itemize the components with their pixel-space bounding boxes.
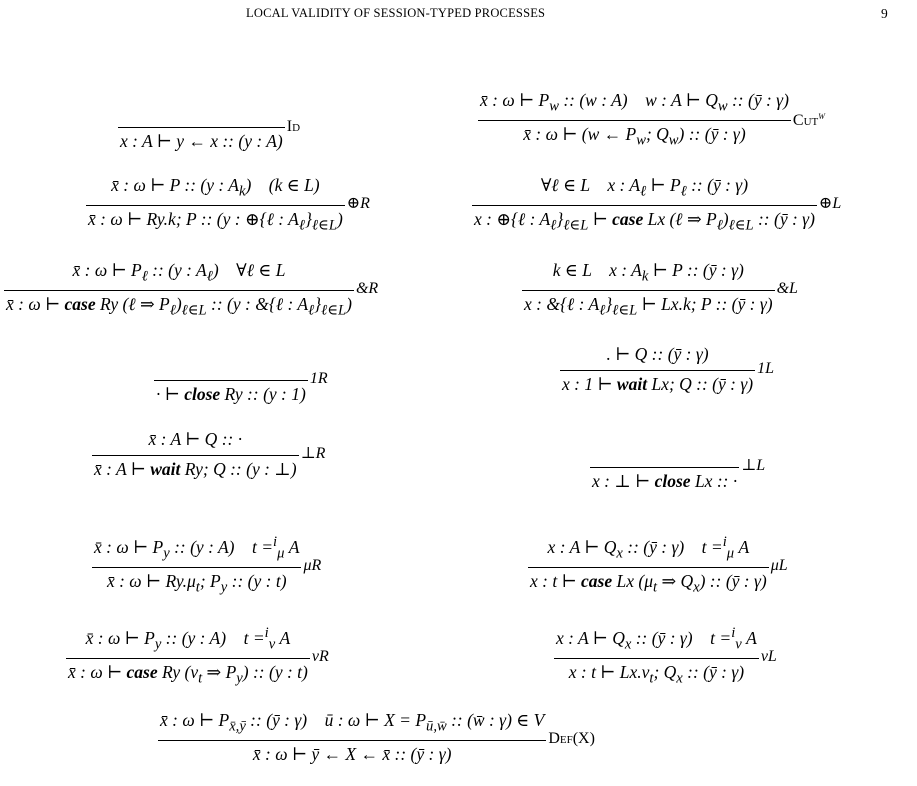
rule-label: νR	[311, 647, 329, 665]
rule-conclusion: x : ⊥ ⊢ close Lx :: ·	[592, 471, 738, 491]
running-head: LOCAL VALIDITY OF SESSION-TYPED PROCESSES	[246, 6, 546, 20]
rule-label: μL	[770, 556, 788, 574]
inference-bar	[154, 370, 328, 387]
inference-bar	[118, 118, 301, 135]
rule-conclusion: x : t ⊢ $Lx.\nu_t$; $Q_x$ :: (ȳ : γ)	[568, 661, 745, 687]
rule-premise: ∀ℓ ∈ L x : $A_\ell$ ⊢ $P_\ell$ :: (ȳ : γ)	[540, 175, 749, 200]
rule-premise: x̄ : A ⊢ Q :: ·	[148, 429, 243, 449]
rule-conclusion: · ⊢ close Ry :: (y : 1)	[156, 384, 306, 404]
rule-conclusion: x̄ : ω ⊢ Ry.k; P :: (y : ⊕{ℓ : $A_\ell\}_{\ell\in L}$)	[88, 209, 343, 234]
rule-premise	[663, 444, 667, 461]
rule-one-r	[154, 357, 328, 404]
inference-bar	[590, 457, 766, 474]
rule-oplus-l	[472, 175, 842, 234]
rule-premise: x̄ : ω ⊢ $P_\ell$ :: (y : $A_\ell$) ∀ℓ ∈ L	[72, 260, 286, 285]
running-header	[0, 6, 917, 30]
rule-label: 1L	[757, 359, 774, 377]
rule-conclusion: x̄ : ω ⊢ $Ry.\mu_t$; $P_y$ :: (y : t)	[106, 570, 287, 596]
rule-conclusion: x : t ⊢ case Lx ($\mu_t$ ⇒ $Q_x$) :: (ȳ : γ)	[530, 570, 767, 596]
rule-premise: k ∈ L x : $A_k$ ⊢ P :: (ȳ : γ)	[552, 260, 744, 285]
inference-bar	[560, 359, 774, 377]
rule-premise: x̄ : ω ⊢ $P_y$ :: (y : A) t =$^i_\mu$ A	[94, 534, 300, 562]
inference-bar	[92, 556, 322, 574]
rule-conclusion: x̄ : ω ⊢ (w ← $P_w$; $Q_w$) :: (ȳ : γ)	[523, 124, 746, 149]
rule-def	[158, 710, 595, 765]
rule-id	[118, 104, 301, 151]
rule-conclusion: x̄ : ω ⊢ case Ry (ℓ ⇒ $P_\ell)_{\ell\in L}$ :: (y : &{ℓ : $A_\ell\}_{\ell\in L}$)	[6, 294, 352, 319]
rule-bot-l	[590, 444, 766, 491]
rule-with-l	[522, 260, 798, 319]
rule-label: νL	[760, 647, 777, 665]
inference-bar	[528, 556, 788, 574]
rule-premise: x̄ : ω ⊢ P :: (y : $A_k$) (k ∈ L)	[111, 175, 320, 200]
inference-bar	[4, 280, 379, 298]
rule-nu-r	[66, 625, 329, 687]
rule-label: &R	[355, 280, 379, 298]
rule-premise: x̄ : ω ⊢ $P_w$ :: (w : A) w : A ⊢ $Q_w$ :: (ȳ : γ)	[480, 90, 789, 115]
inference-bar	[472, 195, 842, 213]
rule-conclusion: x̄ : A ⊢ wait Ry; Q :: (y : ⊥)	[94, 458, 297, 479]
rule-label: Id	[286, 118, 301, 135]
rule-label: Cut$^w$	[792, 110, 825, 130]
inference-bar	[92, 444, 326, 462]
rule-premise	[229, 357, 233, 374]
rule-conclusion: x : &{ℓ : $A_\ell\}_{\ell\in L}$ ⊢ Lx.k; P :: (ȳ : γ)	[524, 294, 773, 319]
rule-label: ⊕R	[346, 195, 370, 213]
inference-bar	[554, 647, 777, 665]
inference-bar	[158, 730, 595, 748]
rule-label: ⊕L	[818, 195, 842, 213]
rule-conclusion: x : A ⊢ y ← x :: (y : A)	[120, 131, 283, 151]
rule-with-r	[4, 260, 379, 319]
inference-bar	[86, 195, 370, 213]
rule-conclusion: x̄ : ω ⊢ ȳ ← X ← x̄ :: (ȳ : γ)	[252, 744, 452, 765]
rule-label: Def(X)	[548, 730, 595, 748]
rule-conclusion: x : ⊕{ℓ : $A_\ell\}_{\ell\in L}$ ⊢ case Lx (ℓ ⇒ $P_\ell)_{\ell\in L}$ :: (ȳ : γ)	[474, 209, 815, 234]
rule-premise: x : A ⊢ $Q_x$ :: (ȳ : γ) t =$^i_\mu$ A	[547, 534, 750, 562]
rule-premise	[199, 104, 203, 121]
rule-label: ⊥R	[300, 444, 326, 462]
rule-premise: x̄ : ω ⊢ $P_{x̄,ȳ}$ :: (ȳ : γ) ū : ω ⊢ $X = P_{ū,w̄}$ :: (w̄ : γ) ∈ V	[160, 710, 545, 735]
rule-premise: . ⊢ Q :: (ȳ : γ)	[606, 344, 709, 364]
rule-bot-r	[92, 429, 326, 479]
rule-mu-l	[528, 534, 788, 596]
inference-bar	[522, 280, 798, 298]
rule-conclusion: x̄ : ω ⊢ case Ry ($\nu_t$ ⇒ $P_y$) :: (y : t)	[68, 661, 308, 687]
inference-bar	[66, 647, 329, 665]
rule-cut	[478, 90, 825, 149]
rule-one-l	[560, 344, 774, 394]
rule-label: μR	[303, 556, 322, 574]
rule-oplus-r	[86, 175, 370, 234]
rule-label: &L	[776, 280, 798, 298]
page-number: 9	[881, 6, 888, 21]
rule-label: 1R	[309, 370, 328, 387]
rule-premise: x : A ⊢ $Q_x$ :: (ȳ : γ) t =$^i_\nu$ A	[556, 625, 757, 653]
rule-premise: x̄ : ω ⊢ $P_y$ :: (y : A) t =$^i_\nu$ A	[85, 625, 291, 653]
rule-label: ⊥L	[741, 457, 766, 474]
inference-bar	[478, 110, 825, 130]
rule-nu-l	[554, 625, 777, 687]
rule-mu-r	[92, 534, 322, 596]
rule-conclusion: x : 1 ⊢ wait Lx; Q :: (ȳ : γ)	[562, 373, 754, 394]
